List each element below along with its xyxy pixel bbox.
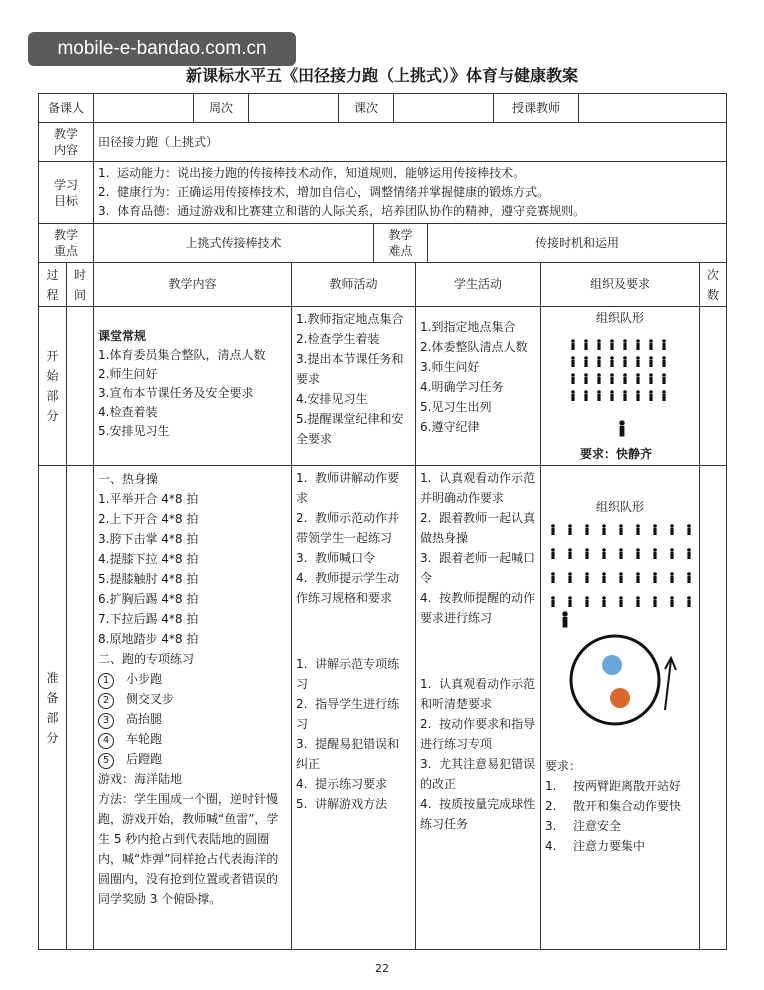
goal-item: 3. 体育品德：通过游戏和比赛建立和谐的人际关系，培养团队协作的精神，遵守竞赛规则。 bbox=[98, 204, 586, 218]
list-item: 1. 讲解示范专项练习 bbox=[296, 657, 400, 691]
student-figure-icon bbox=[636, 390, 640, 401]
student-figure-icon bbox=[623, 356, 627, 367]
difficulty-value: 传接时机和运用 bbox=[427, 223, 727, 263]
list-item: 2. 跟着教师一起认真做热身操 bbox=[420, 511, 536, 545]
list-item: 6.扩胸后踢 4*8 拍 bbox=[98, 592, 199, 606]
list-item: 5.提醒课堂纪律和安全要求 bbox=[296, 412, 404, 446]
student-figure-icon bbox=[649, 373, 653, 384]
list-item: 5.安排见习生 bbox=[98, 424, 170, 438]
teacher-label: 授课教师 bbox=[493, 93, 579, 123]
content-value: 田径接力跑（上挑式） bbox=[93, 122, 727, 162]
org-title: 组织队形 bbox=[595, 311, 644, 325]
start-time bbox=[66, 306, 94, 466]
list-item: 2 侧交叉步 bbox=[98, 689, 287, 709]
student-figure-icon bbox=[568, 596, 572, 607]
student-figure-icon bbox=[653, 524, 657, 535]
content-label: 教学内容 bbox=[38, 122, 94, 162]
col-teacher: 教师活动 bbox=[291, 262, 416, 307]
student-figure-icon bbox=[602, 548, 606, 559]
page-number: 22 bbox=[375, 962, 389, 975]
student-figure-icon bbox=[551, 548, 555, 559]
col-process: 过程 bbox=[38, 262, 67, 307]
list-item: 2. 散开和集合动作要快 bbox=[545, 799, 682, 813]
teacher-figure-icon bbox=[562, 611, 567, 627]
student-figure-icon bbox=[623, 390, 627, 401]
student-figure-icon bbox=[585, 548, 589, 559]
lesson-label: 课次 bbox=[338, 93, 394, 123]
student-figure-icon bbox=[584, 390, 588, 401]
student-figure-icon bbox=[687, 524, 691, 535]
student-figure-icon bbox=[602, 596, 606, 607]
student-figure-icon bbox=[571, 356, 575, 367]
org-title: 组织队形 bbox=[595, 500, 644, 514]
lesson-value bbox=[393, 93, 494, 123]
student-figure-icon bbox=[610, 356, 614, 367]
goal-item: 2. 健康行为：正确运用传接棒技术，增加自信心，调整情绪并掌握健康的锻炼方式。 bbox=[98, 185, 550, 199]
week-value bbox=[248, 93, 339, 123]
student-figure-icon bbox=[597, 356, 601, 367]
student-figure-icon bbox=[602, 524, 606, 535]
list-item: 1 小步跑 bbox=[98, 669, 287, 689]
student-figure-icon bbox=[584, 373, 588, 384]
student-figure-icon bbox=[653, 548, 657, 559]
student-figure-icon bbox=[571, 339, 575, 350]
student-figure-icon bbox=[687, 596, 691, 607]
student-figure-icon bbox=[653, 596, 657, 607]
list-item: 5 后蹬跑 bbox=[98, 749, 287, 769]
list-item: 2. 教师示范动作并带领学生一起练习 bbox=[296, 511, 400, 545]
prep-count bbox=[699, 465, 727, 950]
list-item: 4.提膝下拉 4*8 拍 bbox=[98, 552, 199, 566]
student-figure-icon bbox=[585, 572, 589, 583]
student-figure-icon bbox=[662, 339, 666, 350]
student-figure-icon bbox=[687, 572, 691, 583]
student-figure-icon bbox=[619, 572, 623, 583]
student-figure-icon bbox=[636, 548, 640, 559]
list-item: 4. 注意力要集中 bbox=[545, 839, 646, 853]
list-item: 2. 指导学生进行练习 bbox=[296, 697, 400, 731]
start-phase: 开始部分 bbox=[38, 306, 67, 466]
student-figure-icon bbox=[636, 356, 640, 367]
student-figure-icon bbox=[568, 572, 572, 583]
list-item: 2.体委整队清点人数 bbox=[420, 340, 528, 354]
student-figure-icon bbox=[619, 596, 623, 607]
student-figure-icon bbox=[597, 373, 601, 384]
student-figure-icon bbox=[585, 596, 589, 607]
list-item: 4. 按教师提醒的动作要求进行练习 bbox=[420, 591, 536, 625]
list-item: 5. 讲解游戏方法 bbox=[296, 797, 388, 811]
student-figure-icon bbox=[670, 572, 674, 583]
student-figure-icon bbox=[636, 373, 640, 384]
list-item: 4.检查着装 bbox=[98, 405, 158, 419]
student-figure-icon bbox=[619, 548, 623, 559]
col-content: 教学内容 bbox=[93, 262, 292, 307]
student-figure-icon bbox=[568, 548, 572, 559]
formation-diagram bbox=[545, 518, 695, 748]
student-figure-icon bbox=[584, 356, 588, 367]
student-figure-icon bbox=[662, 356, 666, 367]
student-figure-icon bbox=[623, 373, 627, 384]
student-figure-icon bbox=[571, 373, 575, 384]
list-item: 1.平举开合 4*8 拍 bbox=[98, 492, 199, 506]
col-time: 时间 bbox=[66, 262, 94, 307]
page-title: 新课标水平五《田径接力跑（上挑式）》体育与健康教案 bbox=[185, 66, 578, 85]
student-figure-icon bbox=[649, 356, 653, 367]
list-item: 3. 教师喊口令 bbox=[296, 551, 376, 565]
goals-label: 学习目标 bbox=[38, 161, 94, 224]
teacher-value bbox=[578, 93, 727, 123]
student-figure-icon bbox=[610, 339, 614, 350]
list-item: 3. 注意安全 bbox=[545, 819, 622, 833]
list-item: 6.遵守纪律 bbox=[420, 420, 480, 434]
student-figure-icon bbox=[649, 339, 653, 350]
prep-organization bbox=[540, 465, 700, 950]
start-count bbox=[699, 306, 727, 466]
list-item: 3.胯下击掌 4*8 拍 bbox=[98, 532, 199, 546]
list-item: 4. 教师提示学生动作练习规格和要求 bbox=[296, 571, 400, 605]
student-figure-icon bbox=[636, 596, 640, 607]
student-figure-icon bbox=[687, 548, 691, 559]
col-organization: 组织及要求 bbox=[540, 262, 700, 307]
req-title: 要求： bbox=[545, 759, 582, 773]
list-item: 1. 按两臂距离散开站好 bbox=[545, 779, 682, 793]
focus-label: 教学重点 bbox=[38, 223, 94, 263]
goals-list bbox=[93, 161, 727, 224]
prep-time bbox=[66, 465, 94, 950]
col-student: 学生活动 bbox=[415, 262, 541, 307]
formation-diagram bbox=[545, 331, 695, 441]
list-item: 4. 按质按量完成球性练习任务 bbox=[420, 797, 536, 831]
focus-value: 上挑式传接棒技术 bbox=[93, 223, 374, 263]
list-item: 2. 按动作要求和指导进行练习专项 bbox=[420, 717, 536, 751]
list-item: 1.教师指定地点集合 bbox=[296, 312, 404, 326]
student-figure-icon bbox=[662, 390, 666, 401]
student-figure-icon bbox=[649, 390, 653, 401]
prep-requirements bbox=[545, 756, 695, 856]
start-requirement: 要求：快静齐 bbox=[579, 447, 652, 461]
list-item: 3.提出本节课任务和要求 bbox=[296, 352, 404, 386]
teacher-figure-icon bbox=[619, 420, 624, 436]
list-item: 3. 尤其注意易犯错误的改正 bbox=[420, 757, 536, 791]
list-item: 4 车轮跑 bbox=[98, 729, 287, 749]
list-item: 3.师生问好 bbox=[420, 360, 480, 374]
student-figure-icon bbox=[610, 373, 614, 384]
list-item: 1.到指定地点集合 bbox=[420, 320, 516, 334]
sea-circle bbox=[610, 688, 630, 708]
list-item: 4. 提示练习要求 bbox=[296, 777, 388, 791]
student-figure-icon bbox=[551, 524, 555, 535]
list-item: 5.见习生出列 bbox=[420, 400, 492, 414]
goal-item: 1. 运动能力：说出接力跑的传接棒技术动作，知道规则，能够运用传接棒技术。 bbox=[98, 166, 526, 180]
list-item: 1. 认真观看动作示范和听清楚要求 bbox=[420, 677, 536, 711]
student-figure-icon bbox=[636, 572, 640, 583]
game-circle bbox=[571, 636, 659, 724]
routine-title: 课堂常规 bbox=[98, 329, 147, 343]
prep-content bbox=[93, 465, 292, 950]
land-circle bbox=[602, 655, 622, 675]
list-item: 5.提膝触肘 4*8 拍 bbox=[98, 572, 199, 586]
student-figure-icon bbox=[551, 596, 555, 607]
start-content bbox=[93, 306, 292, 466]
student-figure-icon bbox=[670, 548, 674, 559]
student-figure-icon bbox=[636, 524, 640, 535]
student-figure-icon bbox=[597, 390, 601, 401]
game-title: 游戏：海洋陆地 bbox=[98, 772, 183, 786]
list-item: 3.宣布本节课任务及安全要求 bbox=[98, 386, 254, 400]
list-item: 7.下拉后踢 4*8 拍 bbox=[98, 612, 199, 626]
drills-title: 二、跑的专项练习 bbox=[98, 652, 195, 666]
start-student bbox=[415, 306, 541, 466]
student-figure-icon bbox=[551, 572, 555, 583]
list-item: 3. 提醒易犯错误和纠正 bbox=[296, 737, 400, 771]
warmup-title: 一、热身操 bbox=[98, 472, 159, 486]
student-figure-icon bbox=[584, 339, 588, 350]
student-figure-icon bbox=[653, 572, 657, 583]
week-label: 周次 bbox=[193, 93, 249, 123]
list-item: 2.师生问好 bbox=[98, 367, 158, 381]
start-teacher bbox=[291, 306, 416, 466]
list-item: 4.安排见习生 bbox=[296, 392, 368, 406]
watermark: mobile-e-bandao.com.cn bbox=[28, 32, 296, 66]
list-item: 3 高抬腿 bbox=[98, 709, 287, 729]
student-figure-icon bbox=[571, 390, 575, 401]
list-item: 1. 教师讲解动作要求 bbox=[296, 471, 400, 505]
difficulty-label: 教学难点 bbox=[373, 223, 428, 263]
student-figure-icon bbox=[610, 390, 614, 401]
student-figure-icon bbox=[597, 339, 601, 350]
prep-student bbox=[415, 465, 541, 950]
list-item: 3. 跟着老师一起喊口令 bbox=[420, 551, 536, 585]
prep-teacher bbox=[291, 465, 416, 950]
start-organization bbox=[540, 306, 700, 466]
student-figure-icon bbox=[568, 524, 572, 535]
student-figure-icon bbox=[636, 339, 640, 350]
prep-value bbox=[93, 93, 194, 123]
student-figure-icon bbox=[670, 596, 674, 607]
list-item: 8.原地踏步 4*8 拍 bbox=[98, 632, 199, 646]
student-figure-icon bbox=[670, 524, 674, 535]
col-count: 次数 bbox=[699, 262, 727, 307]
student-figure-icon bbox=[602, 572, 606, 583]
list-item: 2.上下开合 4*8 拍 bbox=[98, 512, 199, 526]
prep-label: 备课人 bbox=[38, 93, 94, 123]
student-figure-icon bbox=[662, 373, 666, 384]
list-item: 1. 认真观看动作示范并明确动作要求 bbox=[420, 471, 536, 505]
student-figure-icon bbox=[619, 524, 623, 535]
list-item: 4.明确学习任务 bbox=[420, 380, 504, 394]
prep-phase: 准备部分 bbox=[38, 465, 67, 950]
student-figure-icon bbox=[623, 339, 627, 350]
student-figure-icon bbox=[585, 524, 589, 535]
game-method: 方法：学生围成一个圈，逆时针慢跑，游戏开始，教师喊“鱼雷”，学生 5 秒内抢占到代表陆地的圆圈内，喊“炸弹”同样抢占代表海洋的圆圈内，没有抢到位置或者错误的同学奖励 3 个俯卧撑。 bbox=[98, 792, 279, 906]
list-item: 1.体育委员集合整队，清点人数 bbox=[98, 348, 266, 362]
list-item: 2.检查学生着装 bbox=[296, 332, 380, 346]
